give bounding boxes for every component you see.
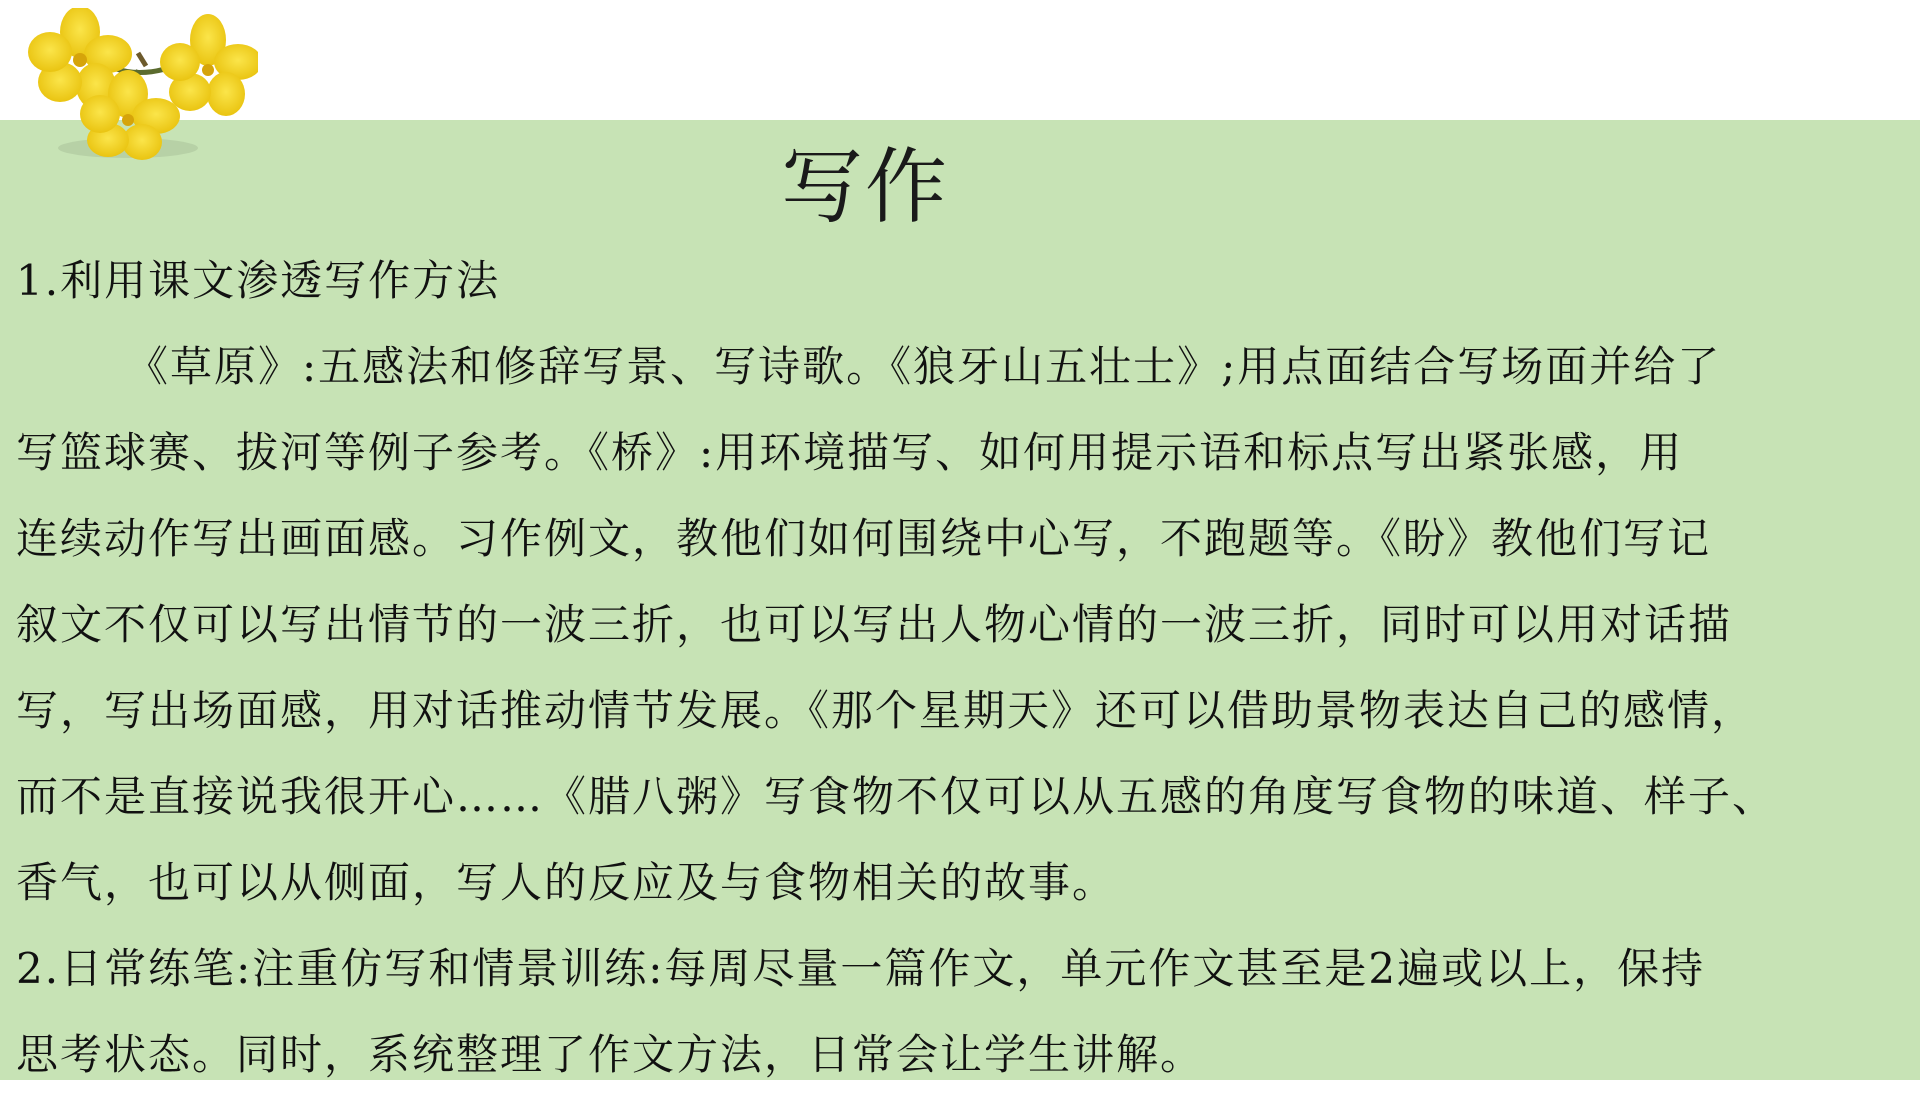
header-band xyxy=(0,0,1920,120)
body-text xyxy=(16,238,1911,1098)
slide-title: 写作 xyxy=(780,140,949,235)
yellow-flower-icon xyxy=(18,8,258,166)
paragraph-line: 连续动作写出画面感。习作例文，教他们如何围绕中心写，不跑题等。《盼》教他们写记 xyxy=(16,514,1712,563)
paragraph-line: 香气，也可以从侧面，写人的反应及与食物相关的故事。 xyxy=(16,858,1117,907)
paragraph-line: 思考状态。同时，系统整理了作文方法，日常会让学生讲解。 xyxy=(16,1030,1205,1079)
paragraph-line: 写，写出场面感，用对话推动情节发展。《那个星期天》还可以借助景物表达自己的感情， xyxy=(16,686,1756,735)
paragraph-line: 写篮球赛、拔河等例子参考。《桥》:用环境描写、如何用提示语和标点写出紧张感，用 xyxy=(16,428,1684,477)
paragraph-line: 叙文不仅可以写出情节的一波三折，也可以写出人物心情的一波三折，同时可以用对话描 xyxy=(16,600,1733,649)
paragraph-line: 《草原》:五感法和修辞写景、写诗歌。《狼牙山五壮士》;用点面结合写场面并给了 xyxy=(126,342,1722,391)
section-heading-2: 2.日常练笔:注重仿写和情景训练:每周尽量一篇作文，单元作文甚至是2遍或以上，保持 xyxy=(16,944,1706,993)
paragraph-line: 而不是直接说我很开心……《腊八粥》写食物不仅可以从五感的角度写食物的味道、样子、 xyxy=(16,772,1777,821)
section-heading-1: 1.利用课文渗透写作方法 xyxy=(16,256,501,305)
